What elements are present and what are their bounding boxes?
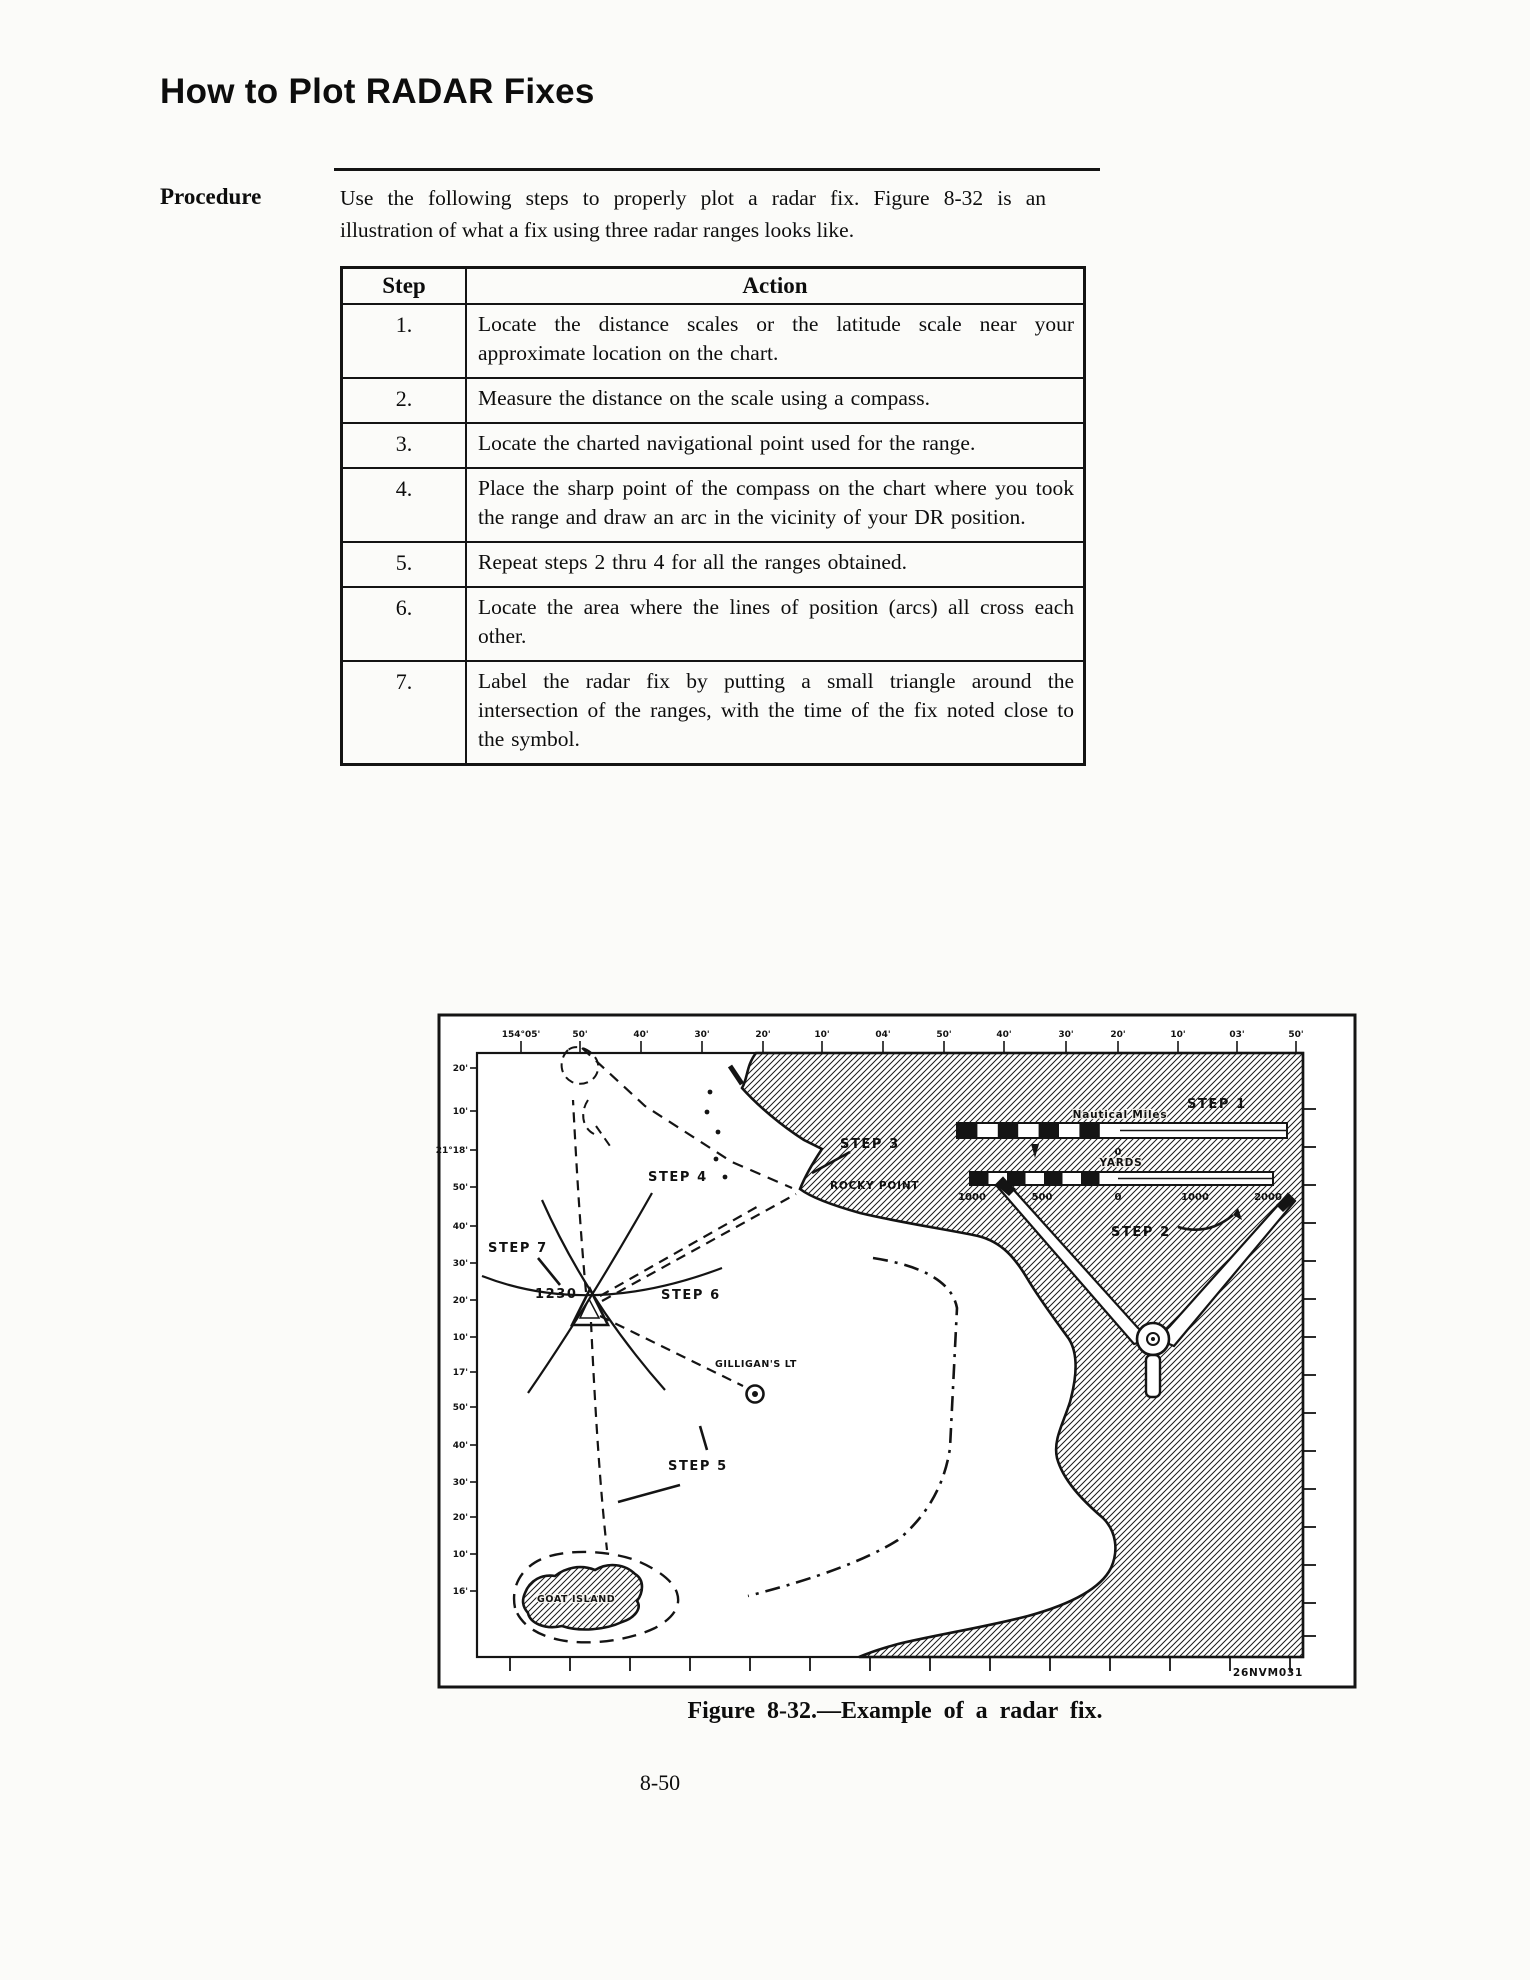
procedure-text [340, 182, 1046, 246]
procedure-label: Procedure [160, 184, 262, 209]
step-action: Label the radar fix by putting a small triangle around the intersection of the ranges, with the time of the fix noted close to the symbol. [466, 661, 1085, 765]
gilligans-lt-label: GILLIGAN'S LT [715, 1359, 797, 1370]
step6-label: STEP 6 [661, 1288, 721, 1303]
step3-label: STEP 3 [840, 1137, 900, 1152]
scale-number: 0 [1114, 1192, 1122, 1203]
axis-tick-label: 50' [936, 1030, 952, 1040]
axis-tick-label: 17' [452, 1368, 468, 1378]
axis-tick-label: 50' [452, 1183, 468, 1193]
axis-tick-label: 10' [452, 1550, 468, 1560]
axis-tick-label: 20' [452, 1064, 468, 1074]
scale-number: 500 [1031, 1192, 1053, 1203]
step2-label: STEP 2 [1111, 1225, 1171, 1240]
step-action: Locate the area where the lines of position (arcs) all cross each other. [466, 587, 1085, 661]
steps-table-header-row [342, 268, 1085, 305]
axis-tick-label: 10' [814, 1030, 830, 1040]
figure-radar-fix [430, 1008, 1360, 1698]
axis-tick-label: 03' [1229, 1030, 1245, 1040]
table-row [342, 468, 1085, 542]
table-row [342, 587, 1085, 661]
axis-tick-label: 50' [452, 1403, 468, 1413]
procedure-text-line1: Use the following steps to properly plot a radar fix. Figure 8-32 is an [340, 186, 1046, 210]
scale-number: 2000 [1254, 1192, 1282, 1203]
axis-tick-label: 40' [452, 1441, 468, 1451]
fix-time-label: 1230 [535, 1287, 578, 1302]
scale-number: 1000 [958, 1192, 986, 1203]
axis-tick-label: 30' [452, 1259, 468, 1269]
step-number: 7. [342, 661, 467, 765]
step-number: 2. [342, 378, 467, 423]
step-action: Locate the distance scales or the latitude scale near your approximate location on the chart. [466, 304, 1085, 378]
step1-label: STEP 1 [1187, 1097, 1247, 1112]
axis-tick-label: 16' [452, 1587, 468, 1597]
lighthouse-icon [747, 1386, 764, 1403]
axis-tick-label: 30' [694, 1030, 710, 1040]
axis-tick-label: 10' [1170, 1030, 1186, 1040]
axis-tick-label: 10' [452, 1107, 468, 1117]
step-action: Locate the charted navigational point used for the range. [466, 423, 1085, 468]
axis-tick-label: 20' [1110, 1030, 1126, 1040]
table-row [342, 661, 1085, 765]
axis-tick-label: 50' [572, 1030, 588, 1040]
scale-number: 0 [1114, 1147, 1122, 1158]
step-number: 5. [342, 542, 467, 587]
axis-tick-label: 20' [452, 1513, 468, 1523]
step-number: 4. [342, 468, 467, 542]
step-number: 3. [342, 423, 467, 468]
table-row [342, 304, 1085, 378]
axis-tick-label: 20' [452, 1296, 468, 1306]
step5-label: STEP 5 [668, 1459, 728, 1474]
step4-label: STEP 4 [648, 1170, 708, 1185]
step-action: Repeat steps 2 thru 4 for all the ranges obtained. [466, 542, 1085, 587]
step7-label: STEP 7 [488, 1241, 548, 1256]
section-divider [334, 168, 1100, 171]
step-number: 6. [342, 587, 467, 661]
axis-tick-label: 40' [452, 1222, 468, 1232]
axis-tick-label: 40' [996, 1030, 1012, 1040]
axis-tick-label: 20' [755, 1030, 771, 1040]
axis-tick-label: 40' [633, 1030, 649, 1040]
steps-table [340, 266, 1086, 766]
radar-fix-chart [430, 1008, 1360, 1698]
step-action: Place the sharp point of the compass on the chart where you took the range and draw an arc in the vicinity of your DR position. [466, 468, 1085, 542]
rocky-point-label: ROCKY POINT [830, 1180, 920, 1192]
figure-caption: Figure 8-32.—Example of a radar fix. [687, 1698, 1103, 1724]
steps-table-header-step: Step [342, 268, 467, 305]
axis-tick-label: 154°05' [501, 1030, 541, 1040]
nautical-miles-label: Nautical Miles [1072, 1109, 1168, 1121]
table-row [342, 542, 1085, 587]
step-number: 1. [342, 304, 467, 378]
steps-table-header-action: Action [466, 268, 1085, 305]
axis-tick-label: 10' [452, 1333, 468, 1343]
goat-island-label: GOAT ISLAND [537, 1594, 616, 1605]
page-title: How to Plot RADAR Fixes [160, 72, 595, 111]
table-row [342, 423, 1085, 468]
scale-number: 1000 [1181, 1192, 1209, 1203]
procedure-text-line2: illustration of what a fix using three radar ranges looks like. [340, 218, 855, 242]
axis-tick-label: 21°18' [435, 1146, 468, 1156]
axis-tick-label: 04' [875, 1030, 891, 1040]
figure-credit: 26NVM031 [1232, 1667, 1304, 1679]
table-row [342, 378, 1085, 423]
axis-tick-label: 30' [452, 1478, 468, 1488]
step-action: Measure the distance on the scale using a compass. [466, 378, 1085, 423]
axis-tick-label: 30' [1058, 1030, 1074, 1040]
axis-tick-label: 50' [1288, 1030, 1304, 1040]
yards-label: YARDS [1099, 1157, 1143, 1169]
page-number: 8-50 [639, 1770, 681, 1795]
